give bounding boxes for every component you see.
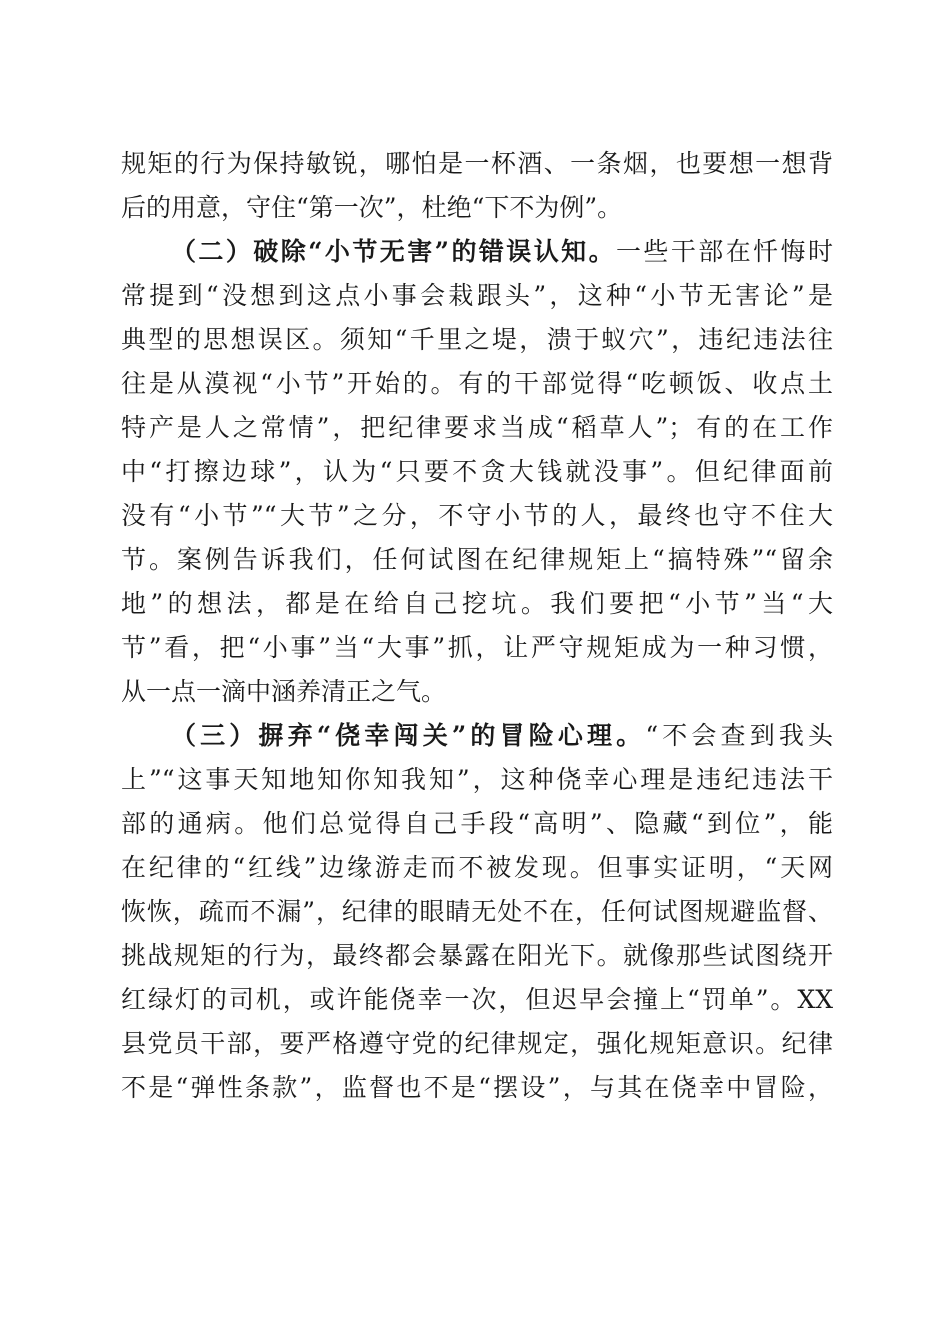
text-line: 不是“弹性条款”，监督也不是“摆设”，与其在侥幸中冒险， [121,1073,833,1102]
text-line: 中“打擦边球”，认为“只要不贪大钱就没事”。但纪律面前 [121,457,833,486]
text-line: 上”“这事天知地知你知我知”，这种侥幸心理是违纪违法干 [121,765,833,794]
text-run: 一些干部在忏悔时 [616,237,833,266]
paragraph-2 [121,230,833,714]
paragraph-1 [121,142,833,230]
text-line: 县党员干部，要严格遵守党的纪律规定，强化规矩意识。纪律 [121,1029,833,1058]
text-line: 红绿灯的司机，或许能侥幸一次，但迟早会撞上“罚单”。XX [121,985,833,1014]
text-line: 往是从漠视“小节”开始的。有的干部觉得“吃顿饭、收点土 [121,369,833,398]
paragraph-3 [121,714,833,1110]
text-line: 节”看，把“小事”当“大事”抓，让严守规矩成为一种习惯， [121,633,833,662]
text-line: 规矩的行为保持敏锐，哪怕是一杯酒、一条烟，也要想一想背 [121,149,833,178]
section-heading: （三）摒弃“侥幸闯关”的冒险心理。 [171,721,646,750]
text-line: 挑战规矩的行为，最终都会暴露在阳光下。就像那些试图绕开 [121,941,833,970]
text-line: 后的用意，守住“第一次”，杜绝“下不为例”。 [121,193,623,222]
text-line: 节。案例告诉我们，任何试图在纪律规矩上“搞特殊”“留余 [121,545,833,574]
text-line: 恢恢，疏而不漏”，纪律的眼睛无处不在，任何试图规避监督、 [121,897,833,926]
text-line: 典型的思想误区。须知“千里之堤，溃于蚁穴”，违纪违法往 [121,325,833,354]
text-line: 在纪律的“红线”边缘游走而不被发现。但事实证明，“天网 [121,853,833,882]
text-line: 特产是人之常情”，把纪律要求当成“稻草人”；有的在工作 [121,413,833,442]
text-run: “不会查到我头 [645,721,833,750]
text-line: 常提到“没想到这点小事会栽跟头”，这种“小节无害论”是 [121,281,833,310]
text-line: 地”的想法，都是在给自己挖坑。我们要把“小节”当“大 [121,589,833,618]
text-line: 部的通病。他们总觉得自己手段“高明”、隐藏“到位”，能 [121,809,833,838]
document-body [121,142,833,1110]
section-heading: （二）破除“小节无害”的错误认知。 [171,237,616,266]
text-line: 没有“小节”“大节”之分，不守小节的人，最终也守不住大 [121,501,833,530]
text-line: 从一点一滴中涵养清正之气。 [121,677,447,706]
text-line [121,230,833,274]
text-line [121,714,833,758]
